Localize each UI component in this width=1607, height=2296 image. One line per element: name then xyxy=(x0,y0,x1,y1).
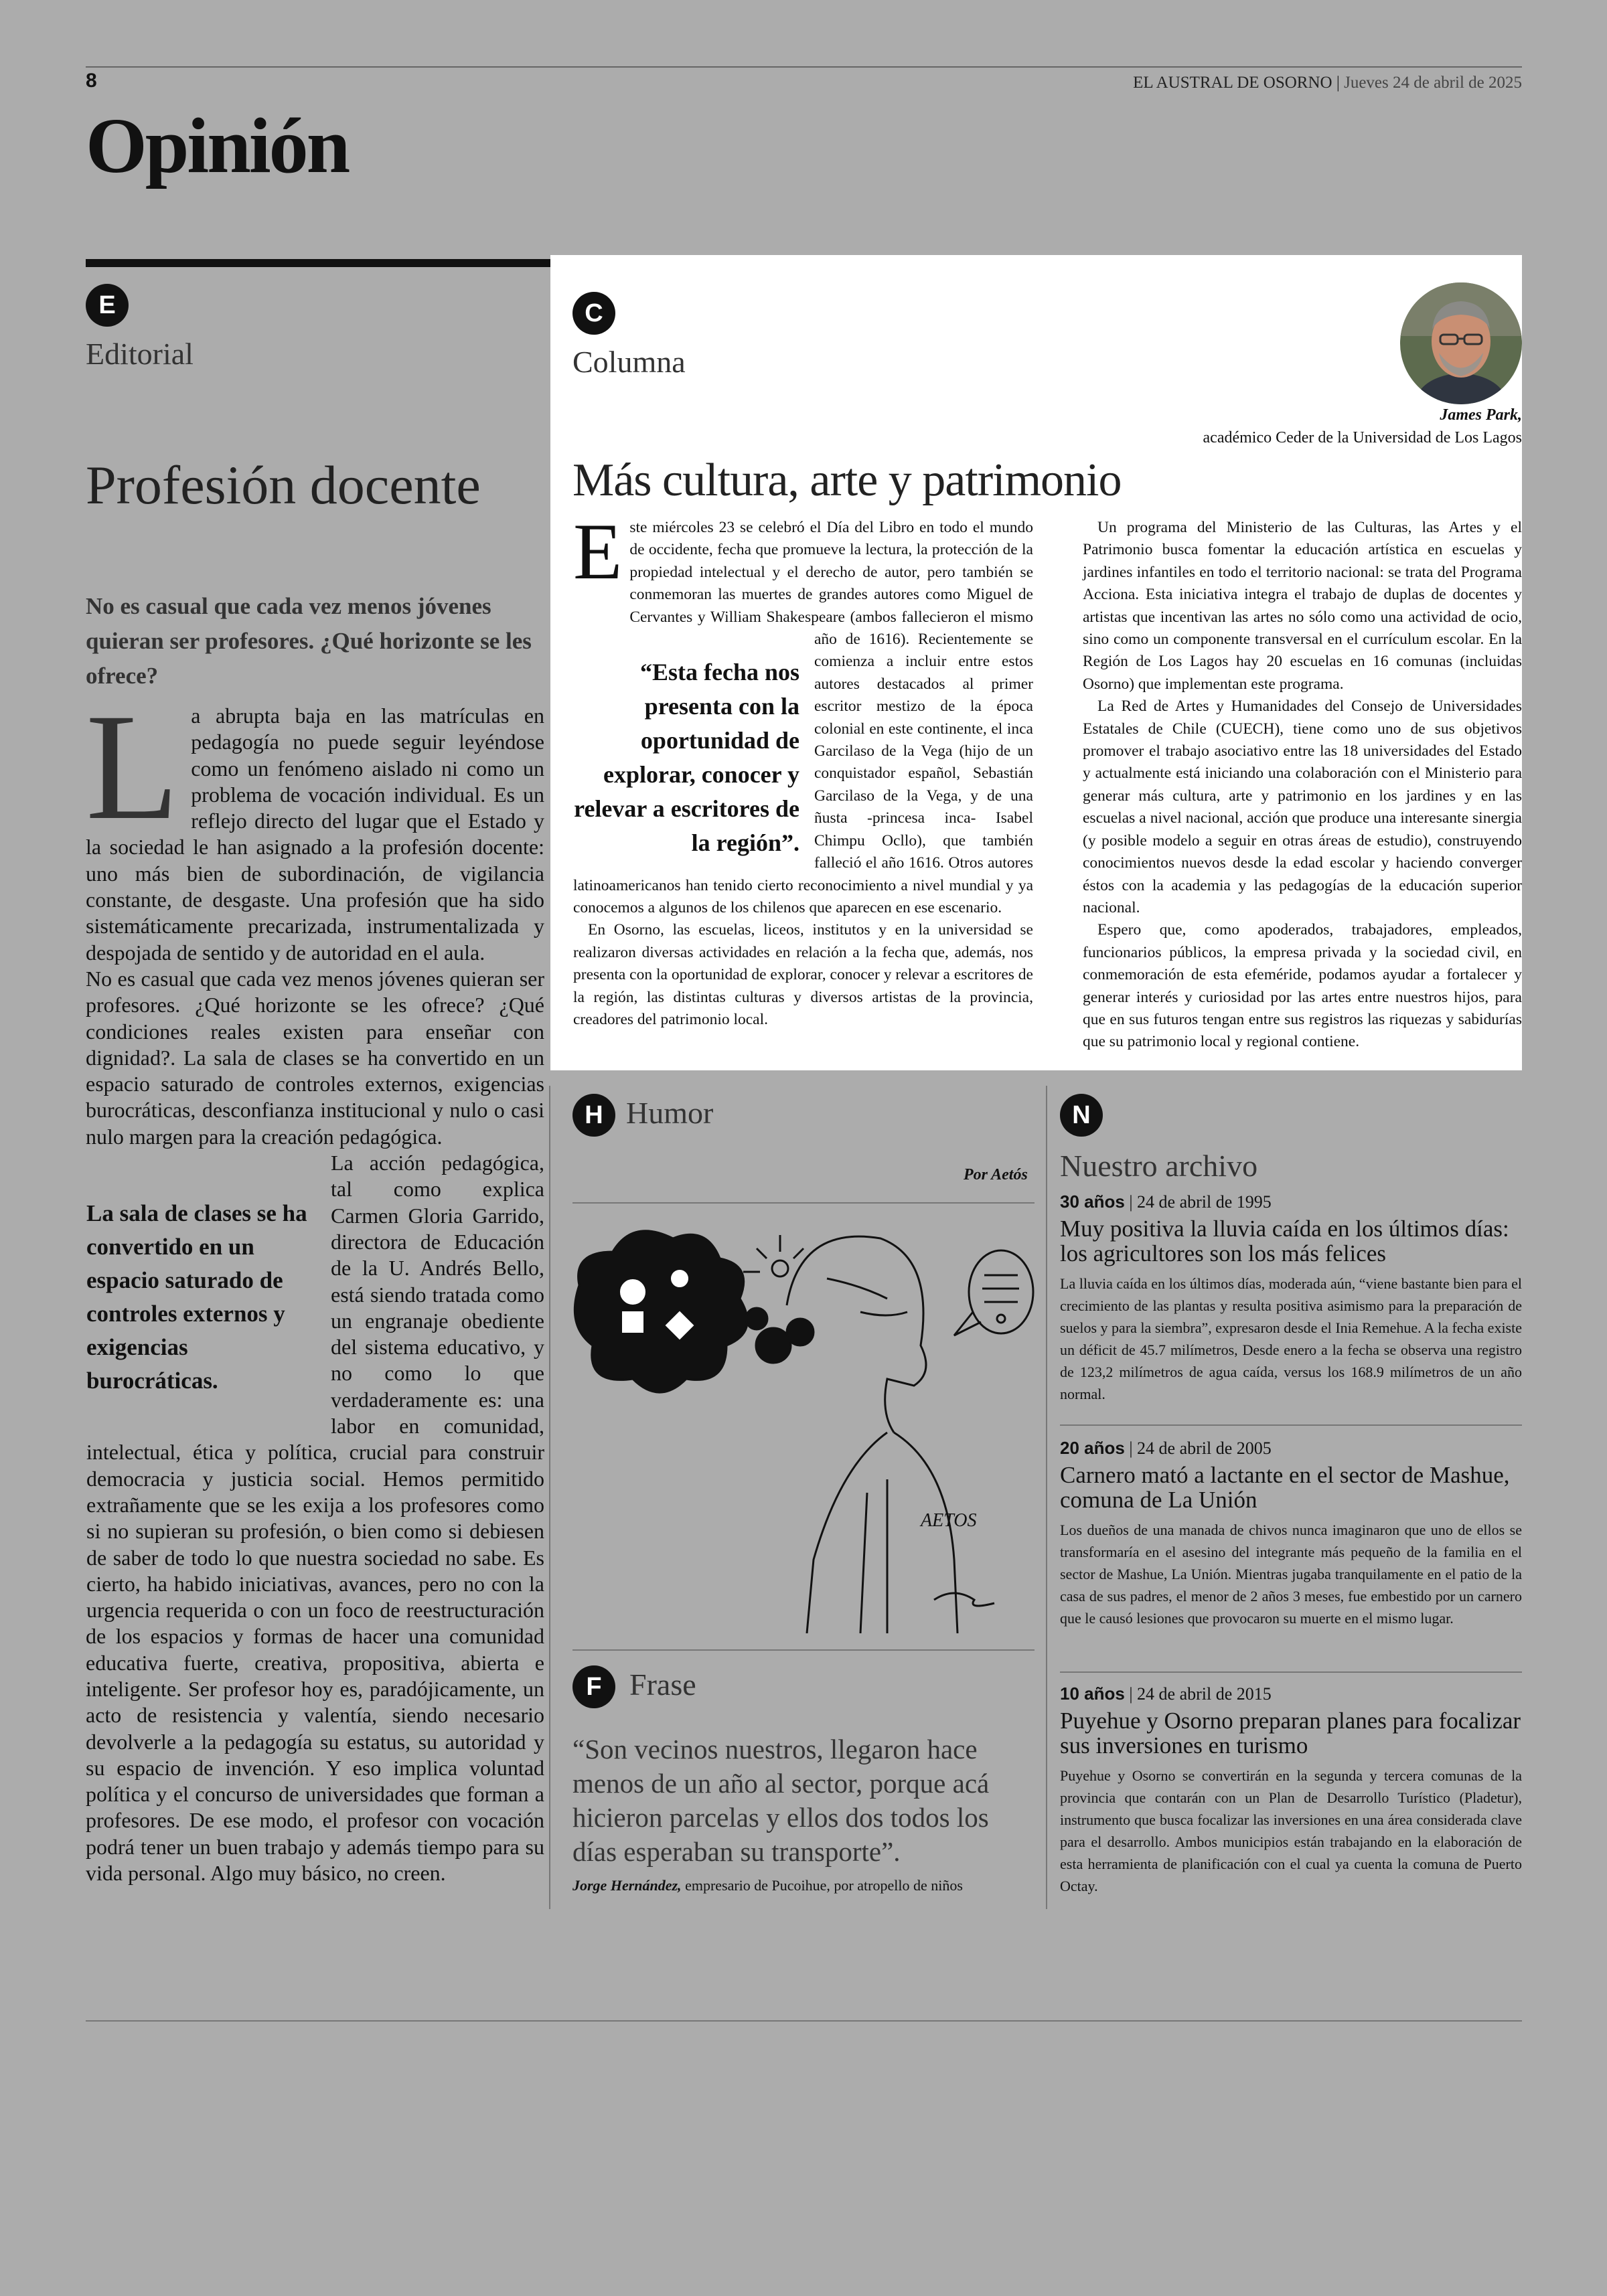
editorial-paragraph: La acción pedagógica, tal como explica Carmen Gloria Garrido, directora de Educación de la U. Andrés Bello, está siendo tratada como un engranaje obediente del sistema educativo, y no como lo que verdaderamente es: una labor en comunidad, intelectual, ética y política, crucial para construir democracia y justicia social. Hemos permitido extrañamente que se les exija a los profesores como si no supieran su profesión, o bien como si debiesen de saber de todo lo que nuestra sociedad no sabe. Es cierto, ha habido iniciativas, avances, pero no con la urgencia requerida o con un foco de reestructuración de los espacios y formas de hacer una comunidad educativa fuerte, creativa, propositiva, abierta e inteligente. Ser profesor hoy es, paradójicamente, un acto de resistencia y valentía, siendo necesario devolverle a la pedagogía su estatus, su autoridad y su espacio de invención. Y eso implica voluntad política y el concurso de universidades que forman a profesores. De ese modo, el profesor con vocación podrá tener un buen trabajo y además tiempo para su vida personal. Algo muy básico, no creen. xyxy=(86,1151,544,1886)
editorial-title: Profesión docente xyxy=(86,455,481,515)
archive-body: La lluvia caída en los últimos días, moderada aún, “viene bastante bien para el crecimiento de las plantas y resulta positiva asimismo para la preparación de suelos y para la siembra”, expresaron desde el Inia Remehue. A la fecha existe un déficit de 45.7 milímetros, Desde enero a la fecha se observa una registro de 123,2 milímetros de agua caída, versus los 168.9 milímetros de un año normal. xyxy=(1060,1275,1522,1402)
archive-title: Carnero mató a lactante en el sector de Mashue, comuna de La Unión xyxy=(1060,1462,1510,1513)
column-badge: C xyxy=(572,292,615,335)
humor-rule xyxy=(572,1202,1035,1204)
column-divider xyxy=(549,1086,550,1909)
archive-date: | 24 de abril de 2015 xyxy=(1129,1684,1272,1704)
bottom-rule xyxy=(86,2020,1522,2022)
author-role: académico Ceder de la Universidad de Los Lagos xyxy=(1203,429,1522,446)
page-number: 8 xyxy=(86,70,97,92)
column-title: Más cultura, arte y patrimonio xyxy=(572,455,1122,506)
archive-years: 20 años xyxy=(1060,1438,1125,1458)
archive-divider xyxy=(1060,1671,1522,1673)
issue-date: Jueves 24 de abril de 2025 xyxy=(1344,74,1522,92)
humor-cartoon xyxy=(572,1212,1035,1633)
frase-attribution xyxy=(572,1877,1041,1894)
column-paragraph: Un programa del Ministerio de las Culturas, las Artes y el Patrimonio busca fomentar la educación artística en escuelas y jardines infantiles en todo el territorio nacional: se trata del Programa Acciona. Esta iniciativa integra el trabajo de duplas de docentes y artistas que incentivan las artes no sólo como una actividad de ocio, sino como un componente transversal en el currículum escolar. En la Región de Los Lagos hay 20 escuelas en 16 comunas (incluidas Osorno) que implementan este programa. xyxy=(1083,519,1522,693)
humor-label: Humor xyxy=(626,1096,714,1130)
column-pullquote: “Esta fecha nos presenta con la oportunidad de explorar, conocer y relevar a escritores de la región”. xyxy=(574,659,799,856)
archive-body: Los dueños de una manada de chivos nunca imaginaron que uno de ellos se transformaría en el asesino del integrante más pequeño de la familia en el sector de Mashue, La Unión. Mientras jugaba tranquilamente en el patio de la casa de sus padres, el menor de 2 años 3 meses, fue embestido por un carnero que le causó lesiones que provocaron su muerte en el mismo lugar. xyxy=(1060,1522,1522,1627)
editorial-paragraph: a abrupta baja en las matrículas en pedagogía no puede seguir leyéndose como un fenómeno aislado ni como un problema de vocación individual. Es un reflejo directo del lugar que el Estado y la sociedad le han asignado a la profesión docente: uno más bien de subordinación, de vigilancia constante, de desgaste. Una profesión que ha sido sistemáticamente precarizada, instrumentalizada y despojada de sentido y de autoridad en el aula. xyxy=(86,704,544,965)
frase-quote: “Son vecinos nuestros, llegaron hace menos de un año al sector, porque acá hicieron parcelas y ellos dos todos los días esperaban su transporte”. xyxy=(572,1734,990,1867)
archive-item xyxy=(1060,1192,1522,1405)
frase-author-desc: empresario de Pucoihue, por atropello de niños xyxy=(681,1877,963,1894)
archive-title: Puyehue y Osorno preparan planes para focalizar sus inversiones en turismo xyxy=(1060,1708,1521,1758)
top-rule xyxy=(86,66,1522,68)
archive-date: | 24 de abril de 1995 xyxy=(1129,1192,1272,1212)
humor-bottom-rule xyxy=(572,1649,1035,1651)
author-photo xyxy=(1400,282,1522,404)
newspaper-name: EL AUSTRAL DE OSORNO xyxy=(1133,74,1332,92)
section-title: Opinión xyxy=(86,102,349,189)
drop-cap: E xyxy=(573,507,623,596)
archive-item xyxy=(1060,1684,1522,1897)
archive-date: | 24 de abril de 2005 xyxy=(1129,1439,1272,1458)
column-paragraph: ste miércoles 23 se celebró el Día del Libro en todo el mundo de occidente, fecha que promueve la lectura, la protección de la propiedad intelectual y el derecho de autor, pero también se conmemoran las muertes de grandes autores como Miguel de Cervantes y William Shakespeare (ambos fallecieron el mismo año de 1616). Recientemente se comienza a incluir entre estos autores destacados al primer escritor mestizo de la época colonial en este continente, el inca Garcilaso de la Vega (hijo de un conquistador español, Sebastián Garcilaso de la Vega, y de una ñusta -princesa inca- Isabel Chimpu Ocllo), que también falleció el año 1616. Otros autores latinoamericanos han tenido cierto reconocimiento a nivel mundial y ya conocemos a algunos de los chilenos que aparecen en ese escenario. xyxy=(573,519,1033,916)
editorial-body xyxy=(86,683,544,1886)
editorial-pullquote: La sala de clases se ha convertido en un espacio saturado de controles externos y exigencias burocráticas. xyxy=(86,1200,307,1394)
column-body-left xyxy=(573,507,1033,1031)
frase-label: Frase xyxy=(629,1667,696,1702)
editorial-label: Editorial xyxy=(86,337,194,371)
archive-item xyxy=(1060,1438,1522,1629)
archive-years: 30 años xyxy=(1060,1192,1125,1212)
editorial-paragraph: No es casual que cada vez menos jóvenes quieran ser profesores. ¿Qué horizonte se les ofrece? ¿Qué condiciones reales existen para enseñar con dignidad?. La sala de clases se ha convertido en un espacio saturado de controles externos, exigencias burocráticas, desconfianza institucional y nulo o casi nulo margen para la creación pedagógica. xyxy=(86,966,544,1149)
column-body-right xyxy=(1083,517,1522,1054)
column-label: Columna xyxy=(572,345,686,379)
humor-byline: Por Aetós xyxy=(964,1166,1028,1183)
drop-cap: L xyxy=(86,683,179,851)
archive-body: Puyehue y Osorno se convertirán en la segunda y tercera comunas de la provincia que contarán con un Plan de Desarrollo Turístico (Pladetur), instrumento que busca focalizar las inversiones en una área considerada clave para el desarrollo. Ambos municipios están trabajando en la elaboración de esta herramienta de planificación con el cual ya cuenta la comuna de Puerto Octay. xyxy=(1060,1767,1522,1894)
editorial-badge: E xyxy=(86,284,129,327)
column-paragraph: Espero que, como apoderados, trabajadores, empleados, funcionarios públicos, la empresa privada y la sociedad civil, en conmemoración de esta efeméride, podamos ayudar a fortalecer y generar interés y curiosidad por las artes entre nuestros hijos, para que en sus futuros tengan entre sus registros las riquezas y sabidurías que su patrimonio local y regional contiene. xyxy=(1083,921,1522,1051)
archive-years: 10 años xyxy=(1060,1684,1125,1704)
archive-label: Nuestro archivo xyxy=(1060,1149,1258,1183)
editorial-subtitle: No es casual que cada vez menos jóvenes quieran ser profesores. ¿Qué horizonte se les ofrece? xyxy=(86,593,532,689)
column-paragraph: La Red de Artes y Humanidades del Consejo de Universidades Estatales de Chile (CUECH), tiene como uno de sus objetivos promover el trabajo asociativo entre las 18 universidades del Estado y actualmente está iniciando una colaboración con el Ministerio para generar más cultura, arte y patrimonio en los jardines y en las escuelas a nivel nacional, acción que produce una interesante sinergia (y posible modelo a seguir en otras áreas de estudio), construyendo conocimientos nuevos desde la edad escolar y haciendo converger éstos con la academia y las pedagogías de la educación superior nacional. xyxy=(1083,698,1522,916)
column-divider xyxy=(1046,1086,1047,1909)
frase-author: Jorge Hernández, xyxy=(572,1877,682,1894)
archive-title: Muy positiva la lluvia caída en los últimos días: los agricultores son los más felices xyxy=(1060,1216,1509,1266)
archive-badge: N xyxy=(1060,1094,1103,1137)
masthead: EL AUSTRAL DE OSORNO | Jueves 24 de abril de 2025 xyxy=(1133,74,1522,92)
frase-badge: F xyxy=(572,1665,615,1708)
cartoon-signature: AETOS xyxy=(921,1510,977,1531)
column-paragraph: En Osorno, las escuelas, liceos, institutos y en la universidad se realizaron diversas actividades en relación a la fecha que, además, nos presenta con la oportunidad de explorar, conocer y relevar a escritores de la región, las distintas culturas y diversos artistas de la provincia, creadores del patrimonio local. xyxy=(573,921,1033,1028)
author-name: James Park, xyxy=(1440,406,1522,424)
humor-badge: H xyxy=(572,1094,615,1137)
archive-divider xyxy=(1060,1424,1522,1426)
